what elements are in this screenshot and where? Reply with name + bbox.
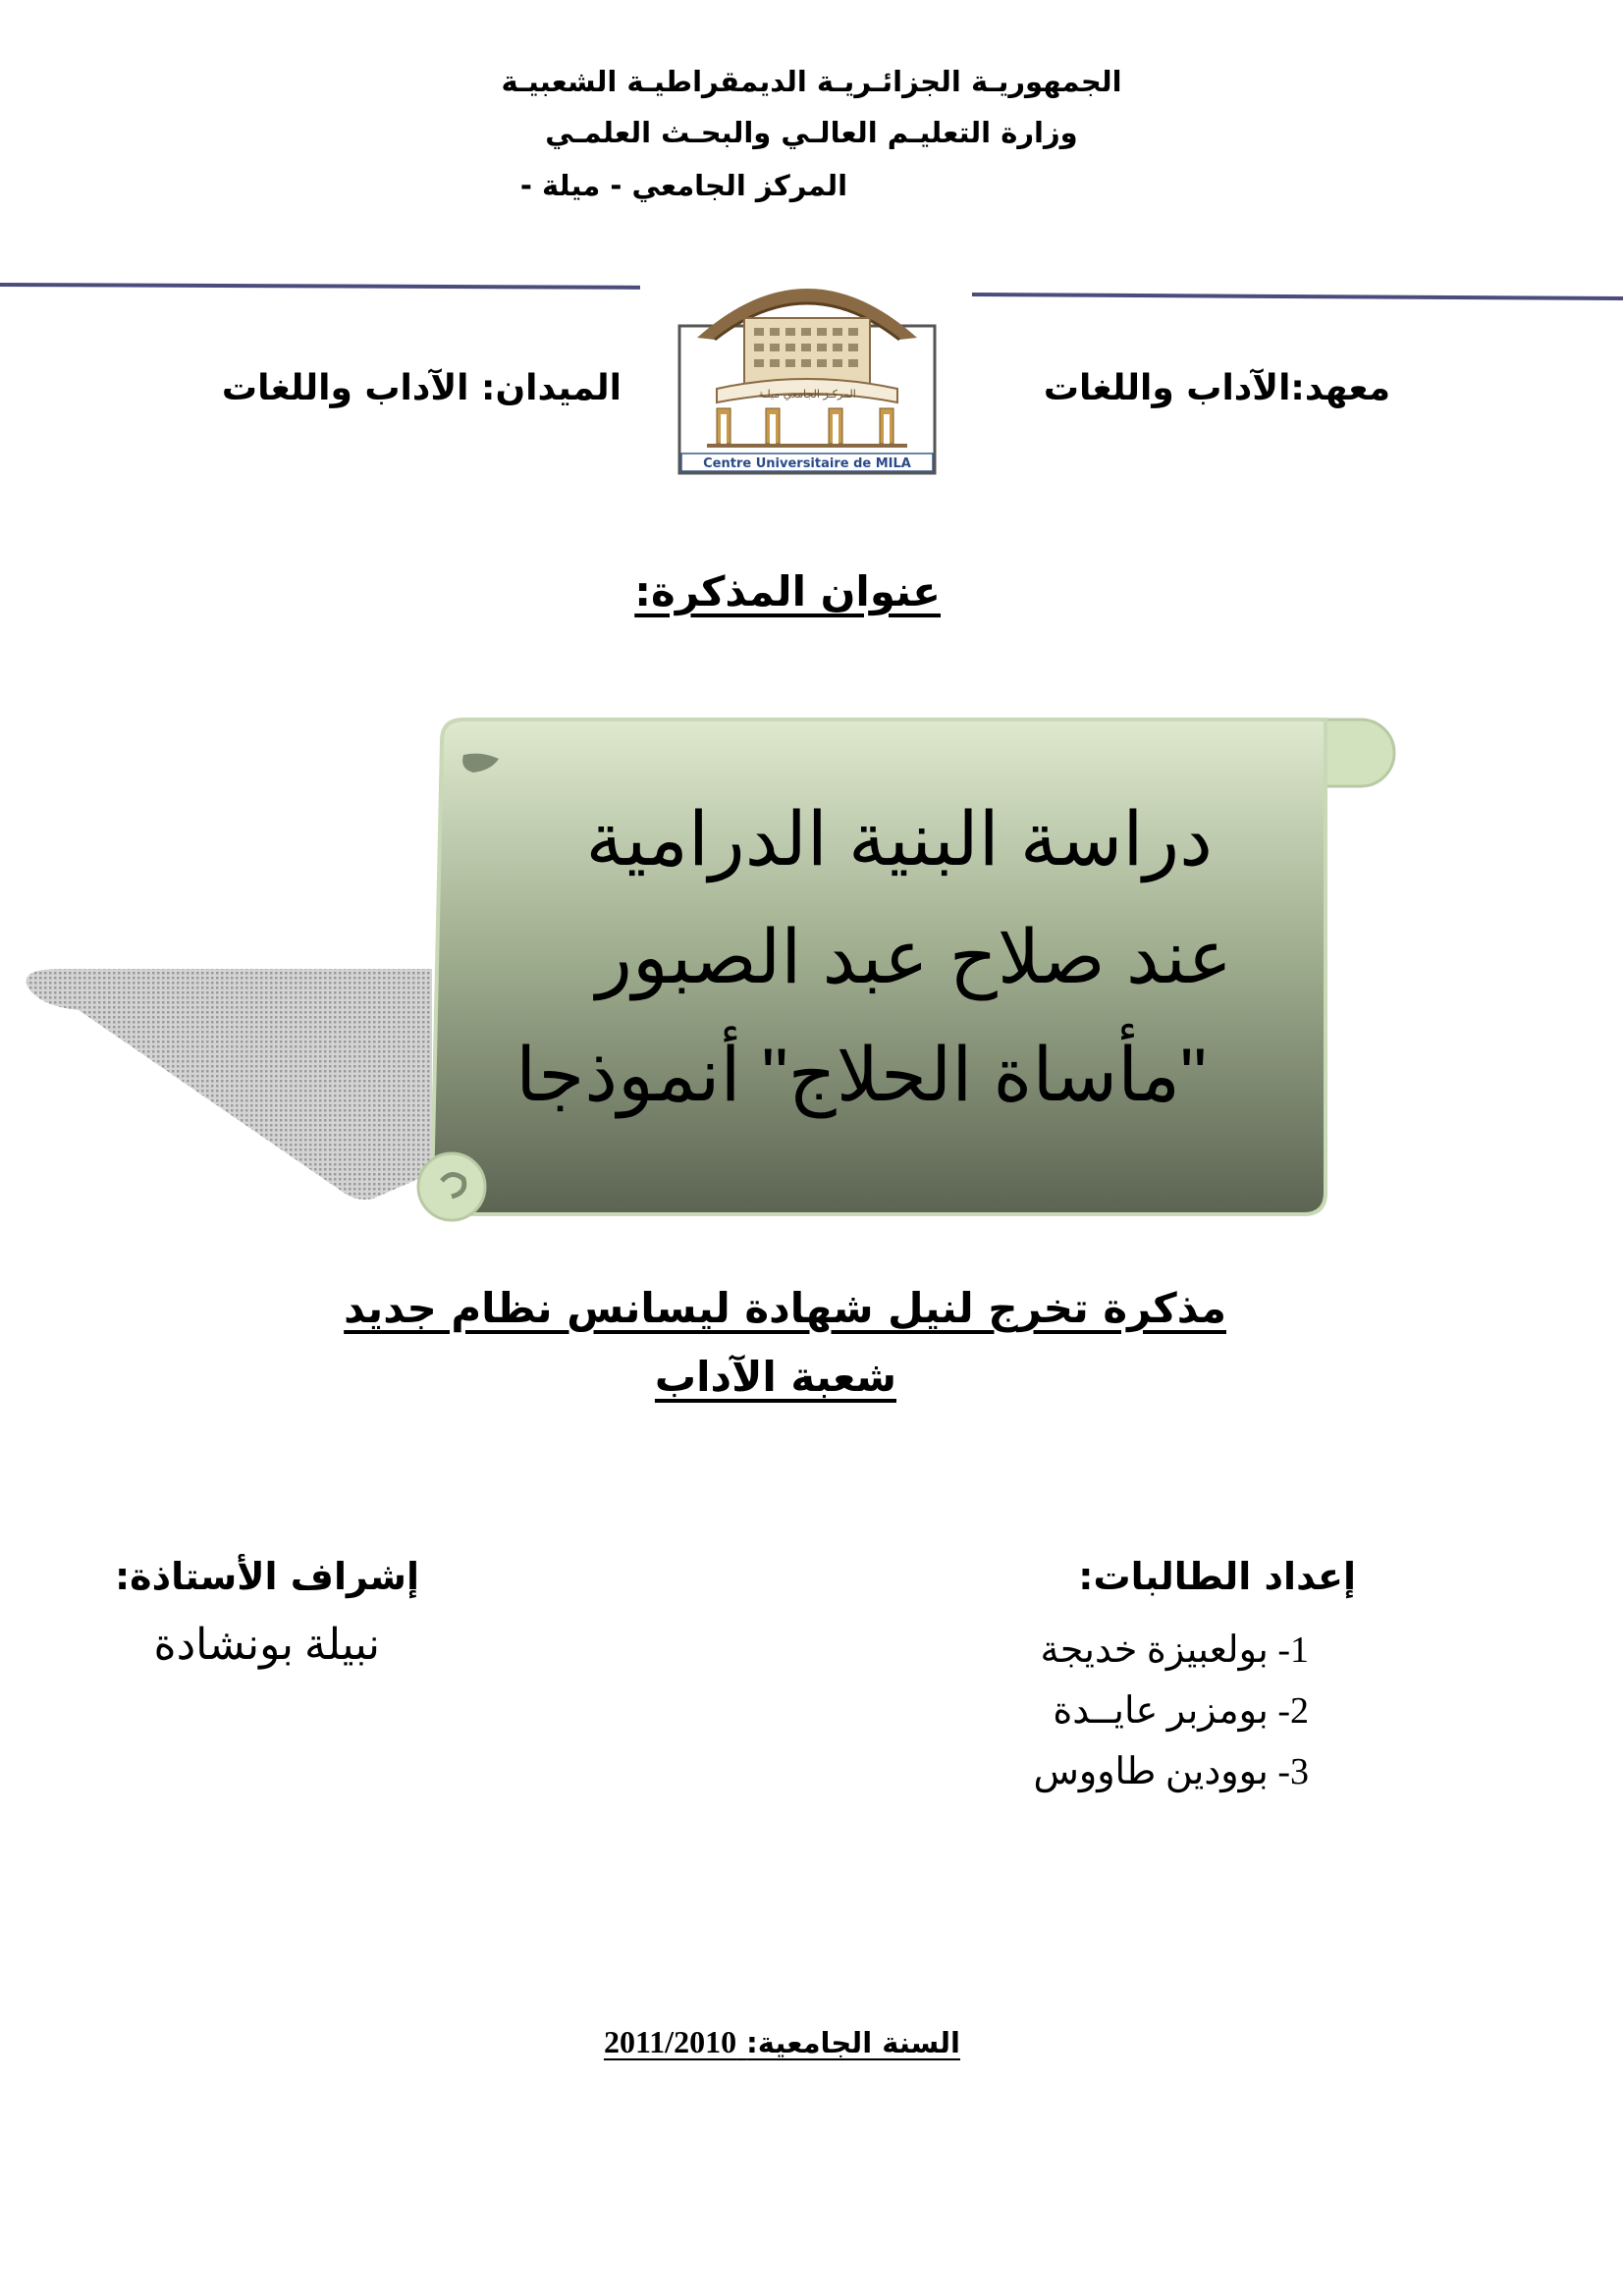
logo-caption: Centre Universitaire de MILA — [703, 456, 911, 471]
students-heading: إعداد الطالبات: — [1078, 1555, 1356, 1598]
academic-year — [604, 2024, 960, 2060]
academic-year-value: 2011/2010 — [603, 2024, 737, 2059]
supervisor-heading: إشراف الأستاذة: — [114, 1555, 419, 1598]
field-label: الميدان: الآداب واللغات — [221, 368, 622, 408]
logo-banner-text: المركـز الجامعي ميلـة — [758, 388, 856, 400]
student-1: 1- بولعبيزة خديجة — [1040, 1629, 1309, 1671]
university-name: المركز الجامعي - ميلة - — [519, 169, 848, 202]
specialty-line: شعبة الآداب — [654, 1353, 896, 1401]
degree-line: مذكرة تخرج لنيل شهادة ليسانس نظام جديد — [344, 1284, 1226, 1332]
supervisor-name: نبيلة بونشادة — [153, 1621, 380, 1669]
thesis-title-line-2: عند صلاح عبد الصبور — [596, 916, 1232, 999]
thesis-title-line-1: دراسة البنية الدرامية — [585, 798, 1213, 881]
academic-year-label: السنة الجامعية: — [746, 2026, 960, 2059]
ministry-name: وزارة التعليـم العالـي والبحـث العلمـي — [545, 116, 1078, 149]
republic-name: الجمهوريـة الجزائـريـة الديمقراطيـة الشعبيـة — [501, 65, 1122, 98]
student-3: 3- بوودين طاووس — [1033, 1751, 1309, 1792]
header-rule-right — [972, 293, 1623, 300]
institute-label: معهد:الآداب واللغات — [1043, 368, 1390, 408]
student-2: 2- بومزبر عايــدة — [1053, 1690, 1309, 1732]
thesis-title-label: عنوان المذكرة: — [634, 567, 941, 615]
thesis-title-line-3: "مأساة الحلاج" أنموذجا — [515, 1034, 1207, 1117]
header-rule-left — [0, 283, 640, 290]
university-logo — [677, 259, 937, 475]
